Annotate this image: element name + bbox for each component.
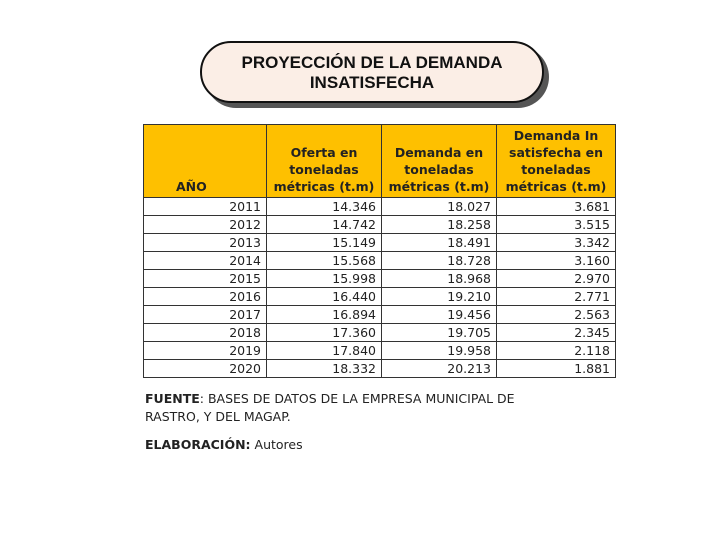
table-row xyxy=(144,234,616,252)
cell-supply: 14.346 xyxy=(267,198,382,216)
cell-unmet-demand: 1.881 xyxy=(497,360,616,378)
cell-demand: 18.728 xyxy=(382,252,497,270)
table-row xyxy=(144,252,616,270)
cell-demand: 19.210 xyxy=(382,288,497,306)
cell-demand: 19.456 xyxy=(382,306,497,324)
table-row xyxy=(144,288,616,306)
cell-supply: 16.440 xyxy=(267,288,382,306)
demand-table xyxy=(143,124,616,378)
credits-text: Autores xyxy=(250,437,303,452)
cell-demand: 19.958 xyxy=(382,342,497,360)
table-row xyxy=(144,270,616,288)
table-row xyxy=(144,324,616,342)
cell-supply: 18.332 xyxy=(267,360,382,378)
title-line-1: PROYECCIÓN DE LA DEMANDA xyxy=(241,53,503,72)
cell-year: 2014 xyxy=(144,252,267,270)
header-year: AÑO xyxy=(144,125,267,198)
source-note xyxy=(145,390,555,426)
cell-year: 2020 xyxy=(144,360,267,378)
table-header-row xyxy=(144,125,616,198)
cell-demand: 18.258 xyxy=(382,216,497,234)
cell-unmet-demand: 3.515 xyxy=(497,216,616,234)
cell-unmet-demand: 3.342 xyxy=(497,234,616,252)
cell-unmet-demand: 3.160 xyxy=(497,252,616,270)
cell-year: 2011 xyxy=(144,198,267,216)
cell-year: 2018 xyxy=(144,324,267,342)
title-line-2: INSATISFECHA xyxy=(309,73,435,92)
cell-year: 2015 xyxy=(144,270,267,288)
cell-year: 2016 xyxy=(144,288,267,306)
cell-supply: 16.894 xyxy=(267,306,382,324)
cell-year: 2019 xyxy=(144,342,267,360)
cell-demand: 20.213 xyxy=(382,360,497,378)
credits-note xyxy=(145,436,303,454)
cell-supply: 17.840 xyxy=(267,342,382,360)
cell-demand: 18.027 xyxy=(382,198,497,216)
cell-unmet-demand: 2.970 xyxy=(497,270,616,288)
cell-supply: 15.998 xyxy=(267,270,382,288)
cell-demand: 18.968 xyxy=(382,270,497,288)
table-row xyxy=(144,216,616,234)
cell-unmet-demand: 2.563 xyxy=(497,306,616,324)
cell-demand: 18.491 xyxy=(382,234,497,252)
cell-supply: 17.360 xyxy=(267,324,382,342)
cell-unmet-demand: 2.345 xyxy=(497,324,616,342)
header-supply: Oferta en toneladas métricas (t.m) xyxy=(267,125,382,198)
cell-supply: 15.568 xyxy=(267,252,382,270)
cell-unmet-demand: 2.118 xyxy=(497,342,616,360)
title-banner xyxy=(200,41,544,103)
table-row xyxy=(144,360,616,378)
source-label: FUENTE xyxy=(145,391,200,406)
header-unmet-demand: Demanda In satisfecha en toneladas métricas (t.m) xyxy=(497,125,616,198)
cell-demand: 19.705 xyxy=(382,324,497,342)
header-demand: Demanda en toneladas métricas (t.m) xyxy=(382,125,497,198)
cell-year: 2012 xyxy=(144,216,267,234)
source-text: : BASES DE DATOS DE LA EMPRESA MUNICIPAL DE RASTRO, Y DEL MAGAP. xyxy=(145,391,515,424)
cell-year: 2017 xyxy=(144,306,267,324)
credits-label: ELABORACIÓN: xyxy=(145,437,251,452)
table-row xyxy=(144,306,616,324)
cell-supply: 14.742 xyxy=(267,216,382,234)
table-row xyxy=(144,342,616,360)
cell-unmet-demand: 3.681 xyxy=(497,198,616,216)
cell-unmet-demand: 2.771 xyxy=(497,288,616,306)
cell-supply: 15.149 xyxy=(267,234,382,252)
cell-year: 2013 xyxy=(144,234,267,252)
table-row xyxy=(144,198,616,216)
